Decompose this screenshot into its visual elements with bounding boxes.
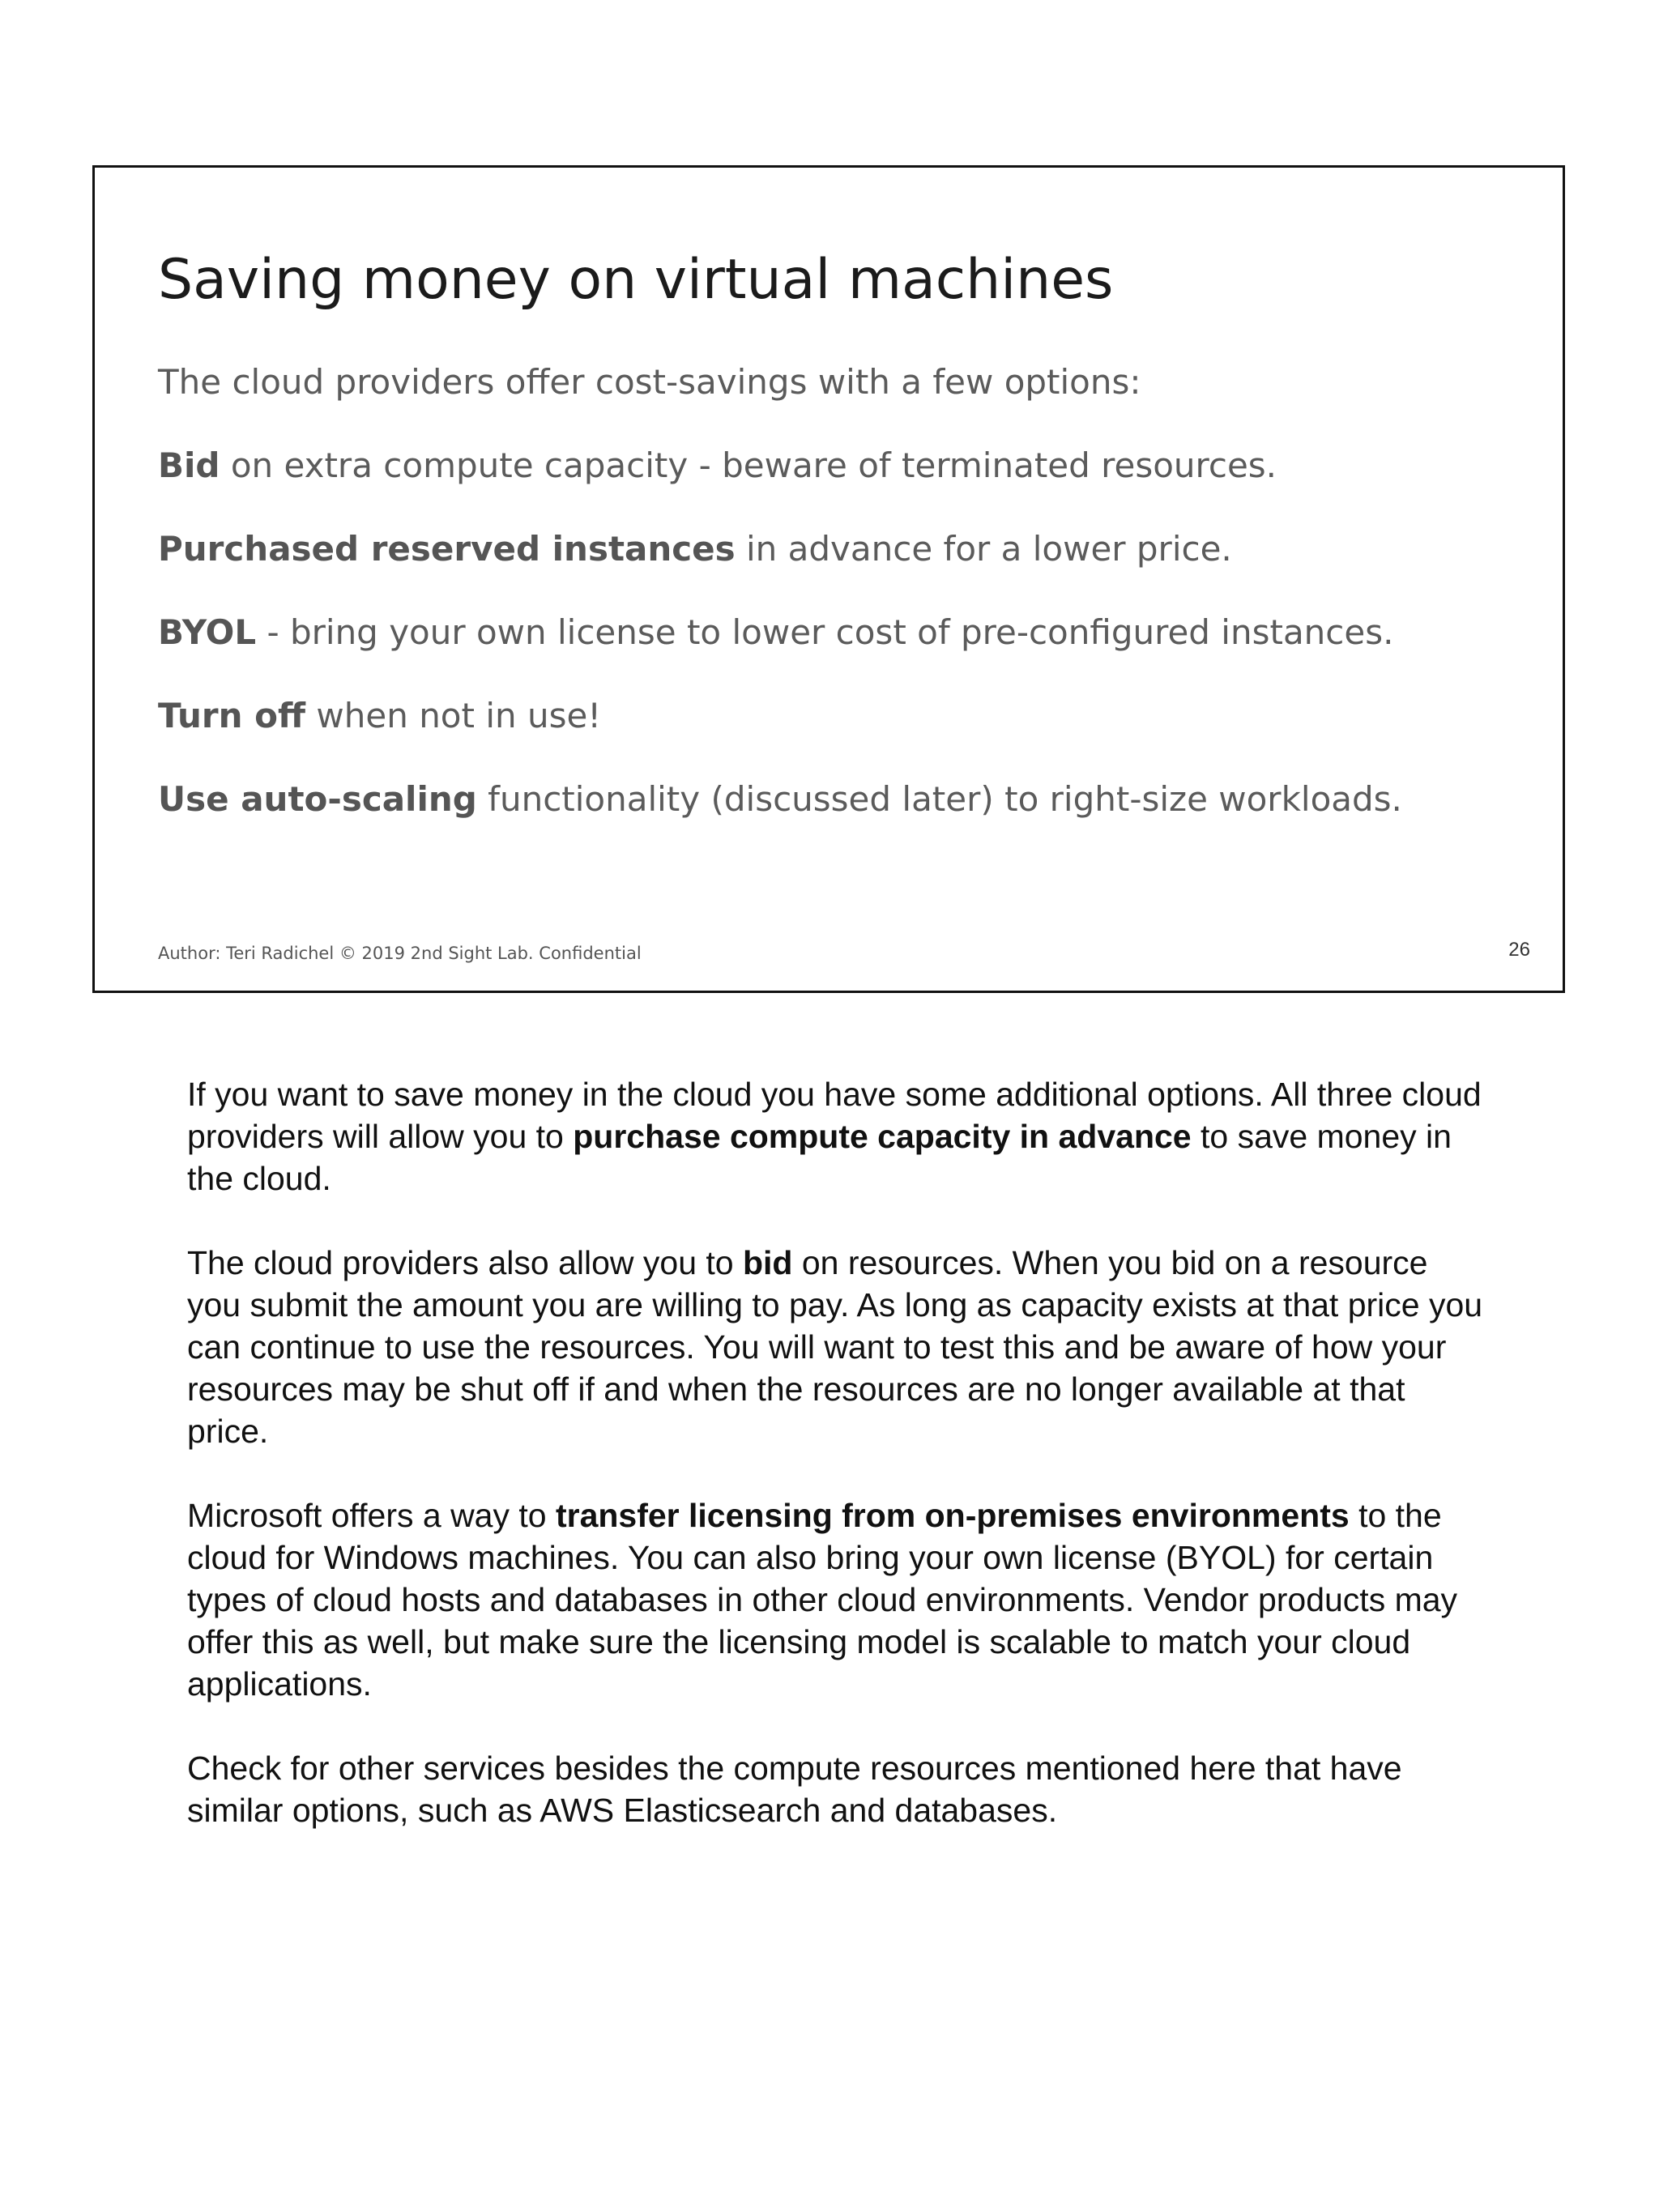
notes-emphasis: purchase compute capacity in advance — [573, 1118, 1192, 1155]
bullet-bold: Use auto-scaling — [158, 779, 477, 819]
bullet-text: in advance for a lower price. — [735, 529, 1232, 569]
slide — [92, 165, 1565, 993]
bullet-bid — [158, 445, 1402, 529]
slide-title: Saving money on virtual machines — [158, 248, 1114, 312]
notes-text: If you want to save money in the cloud you have some additional options. All three cloud providers will allow you to — [187, 1076, 1482, 1155]
bullet-bold: Bid — [158, 445, 220, 485]
speaker-notes — [187, 1073, 1483, 1873]
bullet-auto-scaling — [158, 779, 1402, 863]
bullet-turn-off — [158, 696, 1402, 779]
slide-footer: Author: Teri Radichel © 2019 2nd Sight Lab. Confidential — [158, 944, 642, 963]
notes-text: on resources. When you bid on a resource you submit the amount you are willing to pay. As long as capacity exists at that price you can continue to use the resources. You will want to test this and be aware of how your resources may be shut off if and when the resources are no longer available at that price. — [187, 1244, 1483, 1450]
bullet-byol — [158, 612, 1402, 696]
notes-text: Microsoft offers a way to — [187, 1497, 556, 1534]
bullet-text: functionality (discussed later) to right-size workloads. — [476, 779, 1402, 819]
slide-bullet-list — [158, 445, 1402, 863]
bullet-bold: Purchased reserved instances — [158, 529, 736, 569]
notes-emphasis: transfer licensing from on-premises environments — [555, 1497, 1350, 1534]
notes-emphasis: bid — [742, 1244, 793, 1281]
notes-paragraph-2 — [187, 1242, 1483, 1452]
bullet-bold: Turn off — [158, 696, 306, 735]
bullet-text: - bring your own license to lower cost of pre-configured instances. — [256, 612, 1394, 652]
bullet-text: when not in use! — [305, 696, 602, 735]
notes-text: to the cloud for Windows machines. You can also bring your own license (BYOL) for certain types of cloud hosts and databases in other cloud environments. Vendor products may offer this as well, but make sure the licensing model is scalable to match your cloud applications. — [187, 1497, 1458, 1703]
bullet-bold: BYOL — [158, 612, 257, 652]
slide-intro: The cloud providers offer cost-savings with a few options: — [158, 362, 1141, 402]
notes-text: The cloud providers also allow you to — [187, 1244, 743, 1281]
notes-text: to save money in the cloud. — [187, 1118, 1452, 1197]
notes-paragraph-3 — [187, 1494, 1483, 1705]
notes-paragraph-4 — [187, 1747, 1483, 1831]
bullet-text: on extra compute capacity - beware of terminated resources. — [220, 445, 1277, 485]
notes-text: Check for other services besides the compute resources mentioned here that have similar options, such as AWS Elasticsearch and databases. — [187, 1750, 1402, 1829]
bullet-reserved-instances — [158, 529, 1402, 612]
notes-paragraph-1 — [187, 1073, 1483, 1200]
slide-page-number: 26 — [1508, 939, 1530, 961]
